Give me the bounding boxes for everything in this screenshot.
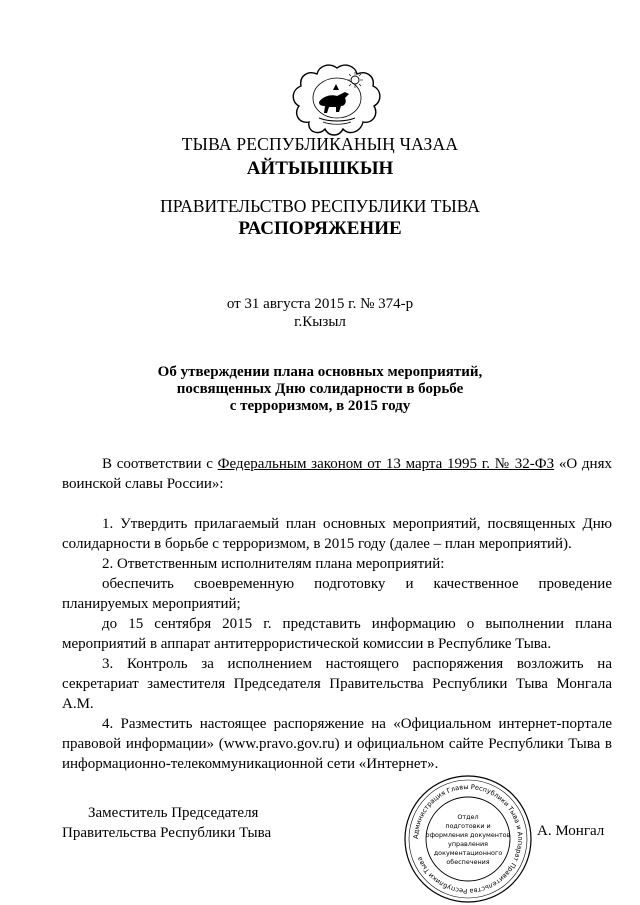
intro-line: воинской славы России»: <box>62 476 224 492</box>
doc-type: РАСПОРЯЖЕНИЕ <box>238 218 402 239</box>
item-3-line: 3. Контроль за исполнением настоящего распоряжения возложить на <box>102 656 612 672</box>
tyva-emblem-icon <box>289 62 385 140</box>
stamp-inner-line: управления <box>448 840 488 848</box>
stamp-inner-line: подготовки и <box>445 822 491 830</box>
intro-paragraph <box>62 454 612 474</box>
item-3-line: А.М. <box>62 696 94 712</box>
doc-title <box>120 364 520 415</box>
doc-city: г.Кызыл <box>294 314 346 330</box>
signature-position-line: Правительства Республики Тыва <box>62 825 272 841</box>
tyva-republic-heading: ТЫВА РЕСПУБЛИКАНЫҢ ЧАЗАА <box>181 134 459 154</box>
doc-date-number: от 31 августа 2015 г. № 374-р <box>226 296 414 312</box>
intro-prefix: В соответствии с <box>102 456 213 472</box>
doc-title-line: посвященных Дню солидарности в борьбе <box>176 381 464 397</box>
item-1-line: солидарности в борьбе с терроризмом, в 2015 году (далее – план мероприятий). <box>62 536 572 552</box>
intro-suffix: «О днях <box>558 456 612 472</box>
doc-body <box>62 454 612 774</box>
stamp-inner-line: обеспечения <box>446 858 490 866</box>
item-4-line: информационно-телекоммуникационной сети «Интернет». <box>62 756 439 772</box>
doc-title-line: Об утверждении плана основных мероприятий, <box>157 364 483 380</box>
signature-position-line: Заместитель Председателя <box>88 805 259 821</box>
item-2a-line: планируемых мероприятий; <box>62 596 241 612</box>
official-stamp-icon <box>402 773 534 905</box>
doc-title-line: с терроризмом, в 2015 году <box>229 398 411 414</box>
signature-position <box>62 803 271 843</box>
item-4-line: правовой информации» (www.pravo.gov.ru) и официальном сайте Республики Тыва в <box>62 736 612 752</box>
item-2b-line: мероприятий в аппарат антитеррористической комиссии в Республике Тыва. <box>62 636 552 652</box>
stamp-inner-line: оформления документов <box>425 831 511 839</box>
signature-name: А. Монгал <box>537 823 605 839</box>
item-2a-line: обеспечить своевременную подготовку и качественное проведение <box>102 576 612 592</box>
item-2b-line: до 15 сентября 2015 г. представить информацию о выполнении плана <box>102 616 612 632</box>
item-3-line: секретариат заместителя Председателя Правительства Республики Тыва Монгала <box>62 676 612 692</box>
tyva-doc-type: АЙТЫЫШКЫН <box>246 158 394 179</box>
stamp-inner-line: Отдел <box>457 813 479 821</box>
stamp-outer-text: Администрация Главы Республики Тыва и Аппарат Правительства Республики Тыва <box>411 782 525 896</box>
item-1-line: 1. Утвердить прилагаемый план основных мероприятий, посвященных Дню <box>102 516 612 532</box>
item-4-line: 4. Разместить настоящее распоряжение на «Официальном интернет-портале <box>102 716 612 732</box>
item-2: 2. Ответственным исполнителям плана мероприятий: <box>102 556 445 572</box>
stamp-inner-line: документационного <box>433 849 503 857</box>
federal-law-link[interactable]: Федеральным законом от 13 марта 1995 г. № 32-ФЗ <box>217 456 555 472</box>
government-heading: ПРАВИТЕЛЬСТВО РЕСПУБЛИКИ ТЫВА <box>160 196 480 216</box>
